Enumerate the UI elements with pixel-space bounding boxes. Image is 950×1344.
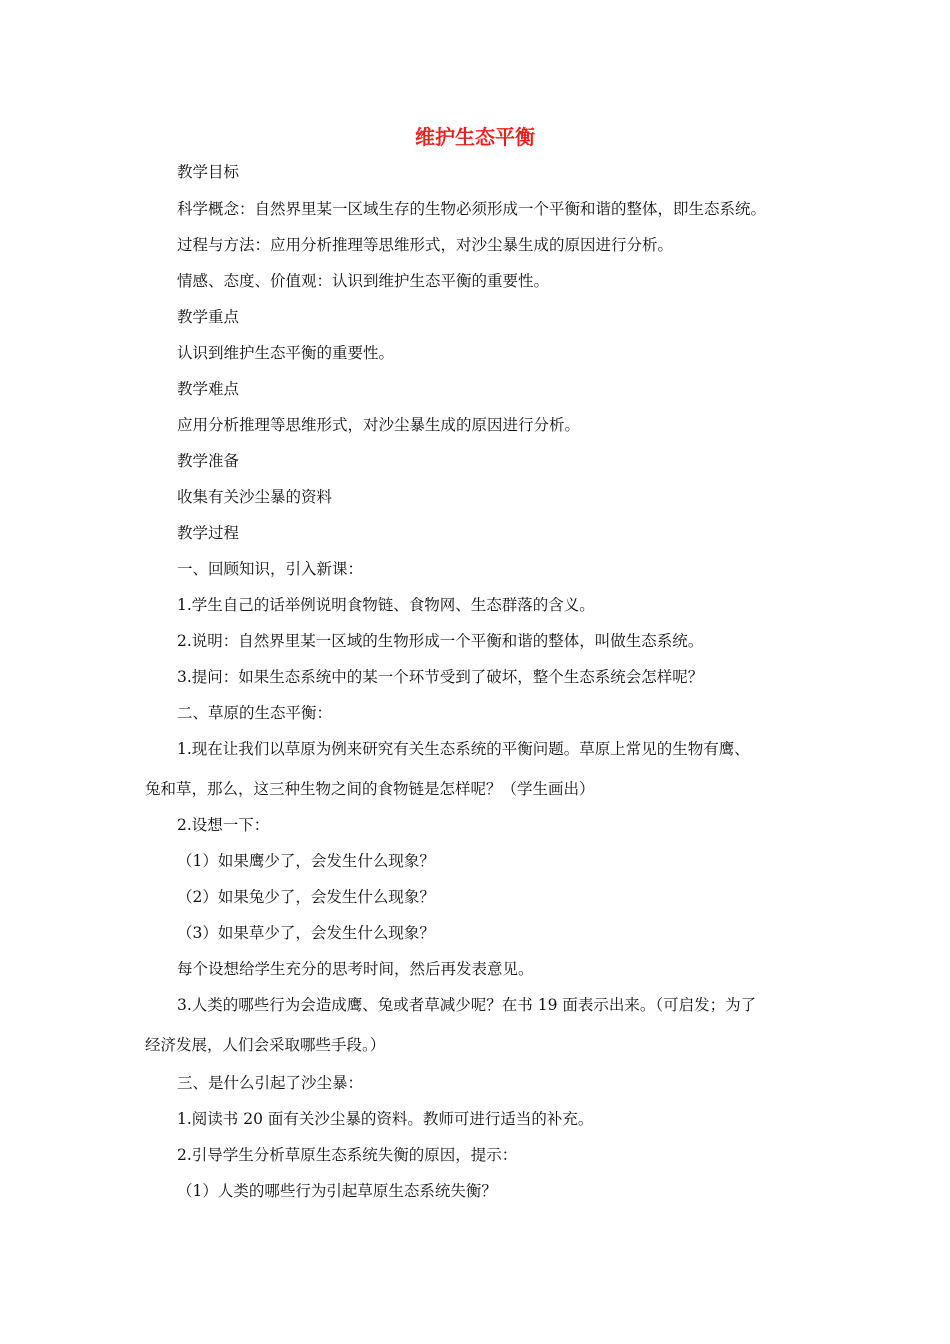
section-three-heading: 三、是什么引起了沙尘暴： bbox=[177, 1074, 364, 1092]
section-two-question-1: （1）如果鹰少了，会发生什么现象？ bbox=[177, 852, 435, 870]
section-two-note: 每个设想给学生充分的思考时间，然后再发表意见。 bbox=[177, 960, 534, 978]
section-two-question-3: （3）如果草少了，会发生什么现象？ bbox=[177, 924, 435, 942]
paragraph-process-method: 过程与方法：应用分析推理等思维形式，对沙尘暴生成的原因进行分析。 bbox=[177, 236, 674, 254]
section-three-item-2: 2.引导学生分析草原生态系统失衡的原因，提示： bbox=[177, 1146, 518, 1164]
paragraph-emotion-values: 情感、态度、价值观：认识到维护生态平衡的重要性。 bbox=[177, 272, 550, 290]
section-one-item-2: 2.说明：自然界里某一区域的生物形成一个平衡和谐的整体，叫做生态系统。 bbox=[177, 632, 704, 650]
section-two-question-2: （2）如果兔少了，会发生什么现象？ bbox=[177, 888, 435, 906]
section-two-item-3-continued: 经济发展，人们会采取哪些手段。） bbox=[145, 1036, 386, 1054]
section-one-item-3: 3.提问：如果生态系统中的某一个环节受到了破坏，整个生态系统会怎样呢？ bbox=[177, 668, 704, 686]
section-one-item-1: 1.学生自己的话举例说明食物链、食物网、生态群落的含义。 bbox=[177, 596, 595, 614]
section-three-item-1: 1.阅读书 20 面有关沙尘暴的资料。教师可进行适当的补充。 bbox=[177, 1110, 594, 1128]
heading-teaching-focus: 教学重点 bbox=[177, 308, 240, 326]
heading-teaching-preparation: 教学准备 bbox=[177, 452, 240, 470]
paragraph-focus-content: 认识到维护生态平衡的重要性。 bbox=[177, 344, 395, 362]
heading-teaching-process: 教学过程 bbox=[177, 524, 240, 542]
section-two-item-1: 1.现在让我们以草原为例来研究有关生态系统的平衡问题。草原上常见的生物有鹰、 bbox=[177, 740, 750, 758]
section-one-heading: 一、回顾知识，引入新课： bbox=[177, 560, 364, 578]
heading-teaching-difficulty: 教学难点 bbox=[177, 380, 240, 398]
section-two-heading: 二、草原的生态平衡： bbox=[177, 704, 333, 722]
paragraph-preparation-content: 收集有关沙尘暴的资料 bbox=[177, 488, 333, 506]
paragraph-difficulty-content: 应用分析推理等思维形式，对沙尘暴生成的原因进行分析。 bbox=[177, 416, 581, 434]
document-title: 维护生态平衡 bbox=[415, 125, 535, 149]
paragraph-science-concept: 科学概念：自然界里某一区域生存的生物必须形成一个平衡和谐的整体，即生态系统。 bbox=[177, 200, 767, 218]
section-two-item-1-continued: 兔和草，那么，这三种生物之间的食物链是怎样呢？（学生画出） bbox=[145, 780, 595, 798]
section-two-item-2: 2.设想一下： bbox=[177, 816, 270, 834]
heading-teaching-goals: 教学目标 bbox=[177, 163, 240, 181]
section-three-question-1: （1）人类的哪些行为引起草原生态系统失衡？ bbox=[177, 1182, 497, 1200]
section-two-item-3: 3.人类的哪些行为会造成鹰、兔或者草减少呢？在书 19 面表示出来。（可启发；为了 bbox=[177, 996, 757, 1014]
